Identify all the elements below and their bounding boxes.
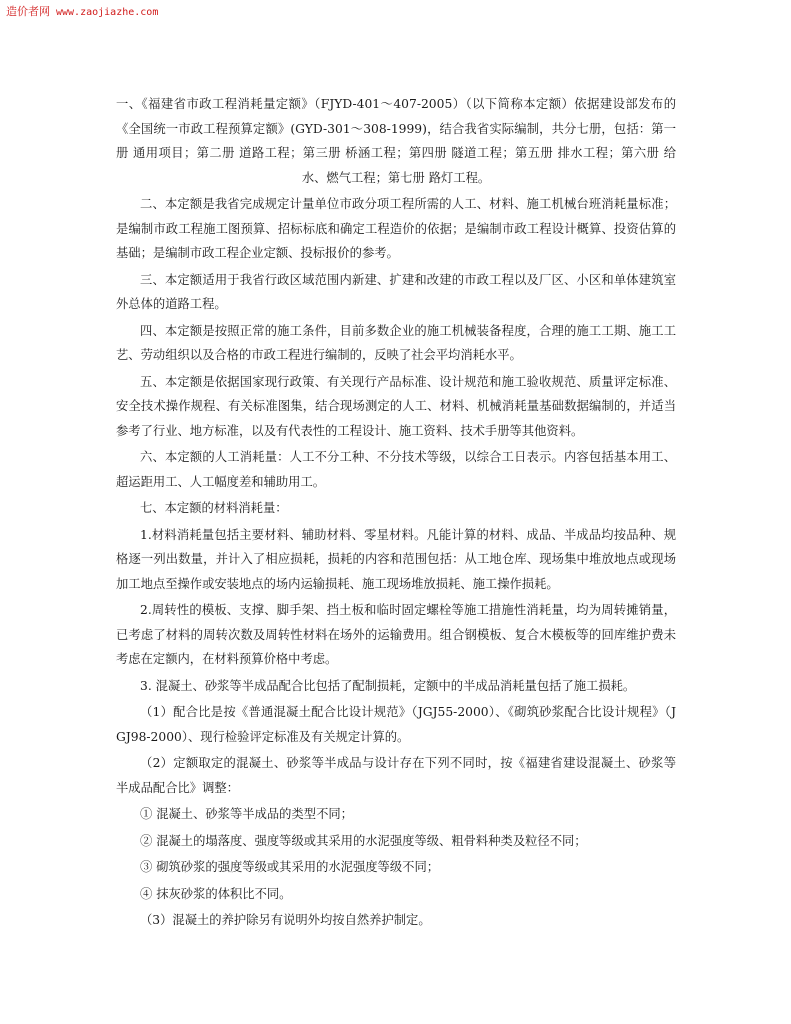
paragraph: 五、本定额是依据国家现行政策、有关现行产品标准、设计规范和施工验收规范、质量评定标准、安全技术操作规程、有关标准图集，结合现场测定的人工、材料、机械消耗量基础数据编制的，并适当参考了行业、地方标准，以及有代表性的工程设计、施工资料、技术手册等其他资料。 xyxy=(116,374,676,438)
paragraph: 3. 混凝土、砂浆等半成品配合比包括了配制损耗，定额中的半成品消耗量包括了施工损耗。 xyxy=(140,678,636,693)
paragraph: 六、本定额的人工消耗量：人工不分工种、不分技术等级，以综合工日表示。内容包括基本用工、超运距用工、人工幅度差和辅助用工。 xyxy=(116,450,676,489)
paragraph: （3）混凝土的养护除另有说明外均按自然养护制定。 xyxy=(140,913,431,927)
list-item: ③ 砌筑砂浆的强度等级或其采用的水泥强度等级不同； xyxy=(140,860,440,874)
paragraph: 三、本定额适用于我省行政区域范围内新建、扩建和改建的市政工程以及厂区、小区和单体建筑室外总体的道路工程。 xyxy=(116,272,676,311)
paragraph: 二、本定额是我省完成规定计量单位市政分项工程所需的人工、材料、施工机械台班消耗量标准；是编制市政工程施工图预算、招标标底和确定工程造价的依据；是编制市政工程设计概算、投资估算的基础；是编制市政工程企业定额、投标报价的参考。 xyxy=(116,197,676,260)
document-body xyxy=(116,92,676,935)
paragraph: 一、《福建省市政工程消耗量定额》（FJYD-401～407-2005）（以下简称本定额）依据建设部发布的《全国统一市政工程预算定额》(GYD-301～308-1999)，结合我省实际编制，共分七册，包括：第一册 通用项目；第二册 道路工程；第三册 桥涵工程；第四册 隧道工程；第五册 排水工程；第六册 给水、燃气工程；第七册 路灯工程。 xyxy=(116,97,676,185)
paragraph: （2）定额取定的混凝土、砂浆等半成品与设计存在下列不同时，按《福建省建设混凝土、砂浆等半成品配合比》调整： xyxy=(116,756,676,795)
page-header xyxy=(6,3,158,19)
list-item: ④ 抹灰砂浆的体积比不同。 xyxy=(140,886,292,901)
site-url[interactable]: www.zaojiazhe.com xyxy=(56,7,159,18)
paragraph: 七、本定额的材料消耗量： xyxy=(140,501,288,515)
paragraph: 四、本定额是按照正常的施工条件，目前多数企业的施工机械装备程度，合理的施工工期、施工工艺、劳动组织以及合格的市政工程进行编制的，反映了社会平均消耗水平。 xyxy=(116,323,676,362)
list-item: ② 混凝土的塌落度、强度等级或其采用的水泥强度等级、粗骨料种类及粒径不同； xyxy=(140,833,587,848)
site-name: 造价者网 xyxy=(6,5,50,18)
paragraph: 1.材料消耗量包括主要材料、辅助材料、零星材料。凡能计算的材料、成品、半成品均按品种、规格逐一列出数量，并计入了相应损耗，损耗的内容和范围包括：从工地仓库、现场集中堆放地点或现场加工地点至操作或安装地点的场内运输损耗、施工现场堆放损耗、施工操作损耗。 xyxy=(116,527,676,591)
paragraph: （1）配合比是按《普通混凝土配合比设计规范》（JGJ55-2000）、《砌筑砂浆配合比设计规程》（JGJ98-2000）、现行检验评定标准及有关规定计算的。 xyxy=(116,705,676,744)
list-item: ① 混凝土、砂浆等半成品的类型不同； xyxy=(140,807,353,821)
paragraph: 2.周转性的模板、支撑、脚手架、挡土板和临时固定螺栓等施工措施性消耗量，均为周转摊销量，已考虑了材料的周转次数及周转性材料在场外的运输费用。组合钢模板、复合木模板等的回库维护费未考虑在定额内，在材料预算价格中考虑。 xyxy=(116,603,676,666)
